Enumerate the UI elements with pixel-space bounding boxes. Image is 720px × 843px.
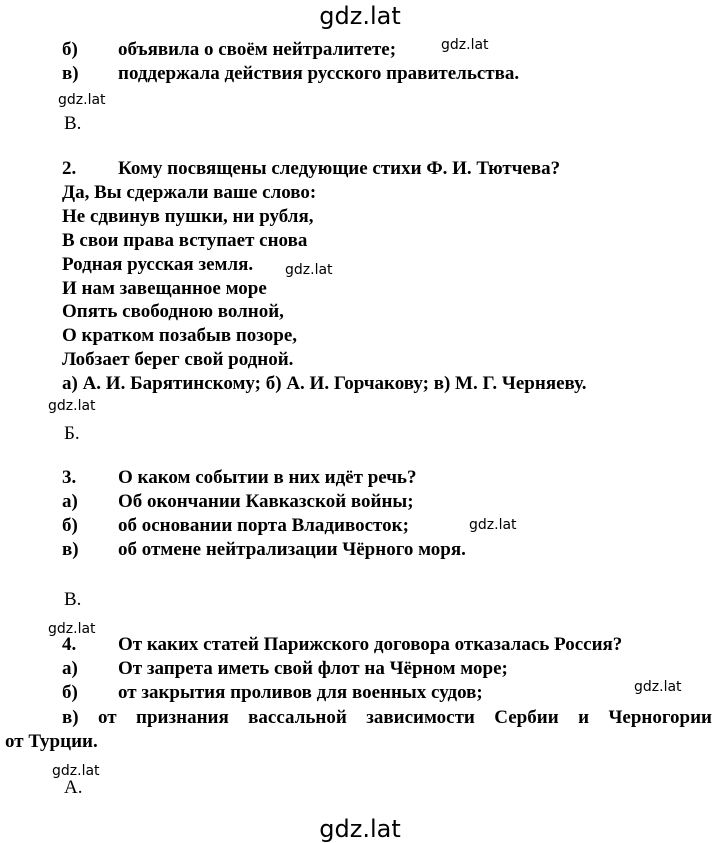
- poem-line: Да, Вы сдержали ваше слово:: [62, 182, 317, 203]
- option-word: зависимости: [366, 707, 475, 728]
- option-text: Об окончании Кавказской войны;: [118, 491, 414, 512]
- q4-answer: А.: [64, 777, 83, 798]
- option-text: от закрытия проливов для военных судов;: [118, 682, 483, 703]
- question-number: 4.: [62, 634, 77, 655]
- watermark: gdz.lat: [48, 621, 96, 637]
- watermark: gdz.lat: [285, 262, 333, 278]
- q2-answer: Б.: [64, 423, 80, 444]
- question-text: Кому посвящены следующие стихи Ф. И. Тютчева?: [118, 158, 561, 179]
- poem-line: И нам завещанное море: [62, 278, 267, 299]
- poem-line: Не сдвинув пушки, ни рубля,: [62, 206, 314, 227]
- watermark: gdz.lat: [48, 398, 96, 414]
- option-marker: а): [62, 491, 78, 512]
- poem-line: Лобзает берег свой родной.: [62, 349, 294, 370]
- option-text: объявила о своём нейтралитете;: [118, 39, 397, 60]
- option-marker: в): [62, 63, 79, 84]
- option-marker: б): [62, 39, 78, 60]
- q3-answer: В.: [64, 589, 82, 610]
- option-word: вассальной: [248, 707, 347, 728]
- q2-options: а) А. И. Барятинскому; б) А. И. Горчакову; в) М. Г. Черняеву.: [62, 373, 587, 394]
- question-text: О каком событии в них идёт речь?: [118, 467, 417, 488]
- question-number: 3.: [62, 467, 77, 488]
- option-text: об отмене нейтрализации Чёрного моря.: [118, 539, 466, 560]
- option-word: от: [98, 707, 117, 728]
- option-word: и: [578, 707, 590, 728]
- option-marker: а): [62, 658, 78, 679]
- watermark: gdz.lat: [634, 679, 682, 695]
- watermark-bottom: gdz.lat: [319, 815, 401, 843]
- watermark: gdz.lat: [469, 517, 517, 533]
- watermark: gdz.lat: [441, 37, 489, 53]
- option-text: поддержала действия русского правительства.: [118, 63, 520, 84]
- poem-line: В свои права вступает снова: [62, 230, 308, 251]
- watermark: gdz.lat: [58, 92, 106, 108]
- option-marker: б): [62, 515, 78, 536]
- option-text: От запрета иметь свой флот на Чёрном море;: [118, 658, 508, 679]
- option-word: Сербии: [494, 707, 559, 728]
- q4-option-v: [62, 707, 712, 729]
- option-text: об основании порта Владивосток;: [118, 515, 409, 536]
- option-marker: в): [62, 539, 79, 560]
- poem-line: О кратком позабыв позоре,: [62, 325, 298, 346]
- q1-answer: В.: [64, 113, 82, 134]
- question-number: 2.: [62, 158, 77, 179]
- option-marker: в): [62, 707, 79, 728]
- poem-line: Опять свободною волной,: [62, 301, 284, 322]
- watermark-top: gdz.lat: [319, 2, 401, 30]
- q4-option-v-continuation: от Турции.: [5, 731, 98, 752]
- watermark: gdz.lat: [52, 763, 100, 779]
- poem-line: Родная русская земля.: [62, 254, 254, 275]
- option-word: Черногории: [608, 707, 712, 728]
- option-marker: б): [62, 682, 78, 703]
- option-word: признания: [136, 707, 229, 728]
- question-text: От каких статей Парижского договора отказалась Россия?: [118, 634, 623, 655]
